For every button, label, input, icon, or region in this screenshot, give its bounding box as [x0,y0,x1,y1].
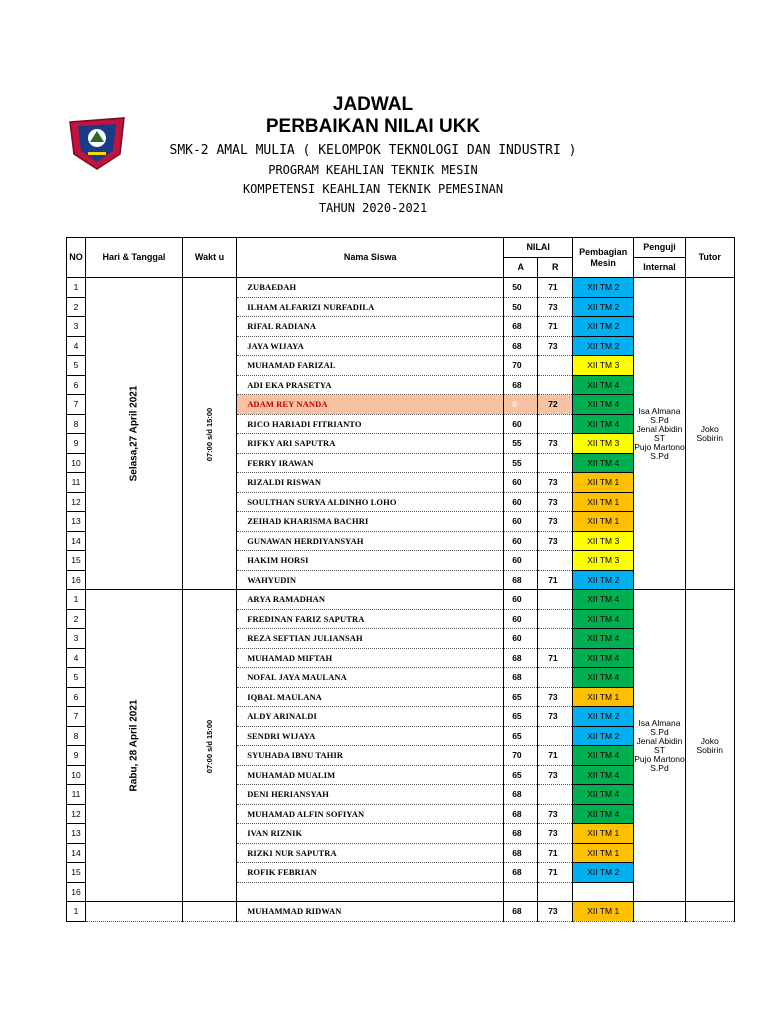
title-perbaikan: PERBAIKAN NILAI UKK [265,116,481,137]
score-a: 68 [504,824,538,844]
row-number: 4 [67,648,86,668]
score-r [538,414,573,434]
machine-class: XII TM 2 [573,707,634,727]
time-cell [182,902,236,922]
student-name: ROFIK FEBRIAN [237,863,504,883]
student-name: RIFKY ARI SAPUTRA [237,434,504,454]
row-number: 2 [67,297,86,317]
row-number: 16 [67,570,86,590]
score-a: 68 [504,317,538,337]
examiner-line: ST [654,432,665,443]
score-r: 73 [538,902,573,922]
machine-class: XII TM 3 [573,551,634,571]
col-penguji: Penguji [634,238,686,258]
score-a: 68 [504,863,538,883]
score-r: 73 [538,687,573,707]
time-label: 07:00 s/d 15:00 [205,719,214,773]
examiner-line: S.Pd [650,762,669,773]
schedule-body [67,278,735,922]
score-r: 73 [538,512,573,532]
student-name: IVAN RIZNIK [237,824,504,844]
score-r [538,609,573,629]
machine-class: XII TM 1 [573,492,634,512]
score-r: 73 [538,707,573,727]
machine-class: XII TM 1 [573,512,634,532]
student-name: ZEIHAD KHARISMA BACHRI [237,512,504,532]
score-a [504,882,538,902]
time-cell [182,278,236,590]
row-number: 5 [67,356,86,376]
machine-class: XII TM 2 [573,336,634,356]
score-a: 60 [504,609,538,629]
col-nama: Nama Siswa [237,238,504,278]
score-a: 68 [504,902,538,922]
score-r: 71 [538,863,573,883]
score-r [538,785,573,805]
machine-class: XII TM 3 [573,356,634,376]
machine-class: XII TM 4 [573,629,634,649]
row-number: 10 [67,453,86,473]
score-r: 71 [538,843,573,863]
machine-class: XII TM 2 [573,297,634,317]
score-r: 71 [538,278,573,298]
day-label: Rabu, 28 April 2021 [128,699,140,792]
examiner-line: S.Pd [650,414,669,425]
row-number: 6 [67,375,86,395]
student-name: SOULTHAN SURYA ALDINHO LOHO [237,492,504,512]
machine-class: XII TM 3 [573,434,634,454]
student-name: RIFAL RADIANA [237,317,504,337]
student-name: ARYA RAMADHAN [237,590,504,610]
student-name: JAYA WIJAYA [237,336,504,356]
score-a: 68 [504,648,538,668]
schedule-table [66,237,735,922]
score-a: 60 [504,590,538,610]
student-name: RICO HARIADI FITRIANTO [237,414,504,434]
student-name: ADAM REY NANDA [237,395,504,415]
machine-class: XII TM 4 [573,765,634,785]
row-number: 11 [67,473,86,493]
examiner-cell [634,278,686,590]
score-r: 73 [538,804,573,824]
examiner-line: ST [654,744,665,755]
machine-class: XII TM 1 [573,902,634,922]
score-r [538,551,573,571]
machine-class: XII TM 4 [573,375,634,395]
row-number: 13 [67,512,86,532]
machine-class [573,882,634,902]
score-r: 73 [538,434,573,454]
student-name: ILHAM ALFARIZI NURFADILA [237,297,504,317]
score-a: 0 [504,395,538,415]
row-number: 11 [67,785,86,805]
tutor-line: Sobirin [696,744,723,755]
student-name: NOFAL JAYA MAULANA [237,668,504,688]
machine-class: XII TM 4 [573,648,634,668]
score-r [538,453,573,473]
machine-class: XII TM 4 [573,668,634,688]
score-a: 50 [504,278,538,298]
score-r: 71 [538,648,573,668]
machine-class: XII TM 4 [573,590,634,610]
col-no: NO [67,238,86,278]
student-name: MUHAMAD FARIZAL [237,356,504,376]
score-a: 65 [504,726,538,746]
score-a: 70 [504,356,538,376]
row-number: 3 [67,629,86,649]
day-cell [86,590,183,902]
score-r: 71 [538,746,573,766]
row-number: 1 [67,902,86,922]
row-number: 13 [67,824,86,844]
row-number: 14 [67,843,86,863]
row-number: 8 [67,726,86,746]
machine-class: XII TM 1 [573,843,634,863]
student-name: MUHAMAD ALFIN SOFIYAN [237,804,504,824]
score-a: 68 [504,843,538,863]
machine-class: XII TM 2 [573,726,634,746]
student-name: ALDY ARINALDI [237,707,504,727]
tutor-cell [685,278,734,590]
student-name: SYUHADA IBNU TAHIR [237,746,504,766]
examiner-line: Pujo Martono [634,753,685,764]
score-a: 60 [504,512,538,532]
machine-class: XII TM 1 [573,824,634,844]
table-row [67,902,735,922]
row-number: 2 [67,609,86,629]
day-label: Selasa,27 April 2021 [128,385,140,482]
table-row [67,278,735,298]
score-a: 55 [504,453,538,473]
row-number: 4 [67,336,86,356]
col-hari: Hari & Tanggal [86,238,183,278]
col-a: A [504,258,538,278]
score-r [538,668,573,688]
student-name: ADI EKA PRASETYA [237,375,504,395]
col-waktu: Wakt u [182,238,236,278]
school-logo [66,114,128,172]
machine-class: XII TM 2 [573,317,634,337]
score-r: 73 [538,824,573,844]
examiner-line: S.Pd [650,726,669,737]
student-name: REZA SEFTIAN JULIANSAH [237,629,504,649]
score-a: 68 [504,336,538,356]
student-name: FERRY IRAWAN [237,453,504,473]
score-a: 60 [504,473,538,493]
score-r [538,375,573,395]
student-name: RIZALDI RISWAN [237,473,504,493]
score-a: 70 [504,746,538,766]
student-name: RIZKI NUR SAPUTRA [237,843,504,863]
row-number: 9 [67,746,86,766]
student-name: WAHYUDIN [237,570,504,590]
school-name: SMK-2 AMAL MULIA ( KELOMPOK TEKNOLOGI DAN INDUSTRI ) [169,143,577,158]
score-r: 72 [538,395,573,415]
examiner-line: Isa Almana [638,717,681,728]
score-a: 68 [504,804,538,824]
student-name: DENI HERIANSYAH [237,785,504,805]
score-a: 68 [504,785,538,805]
score-a: 65 [504,765,538,785]
student-name: MUHAMMAD RIDWAN [237,902,504,922]
row-number: 3 [67,317,86,337]
machine-class: XII TM 4 [573,395,634,415]
tutor-line: Sobirin [696,432,723,443]
score-r: 73 [538,297,573,317]
day-cell [86,278,183,590]
row-number: 15 [67,863,86,883]
machine-class: XII TM 4 [573,453,634,473]
student-name: ZUBAEDAH [237,278,504,298]
student-name [237,882,504,902]
score-r: 73 [538,492,573,512]
time-label: 07:00 s/d 15:00 [205,407,214,461]
examiner-cell [634,902,686,922]
row-number: 6 [67,687,86,707]
col-pembagian: Pembagian Mesin [573,238,634,278]
score-r: 73 [538,473,573,493]
row-number: 16 [67,882,86,902]
table-row [67,590,735,610]
score-r: 73 [538,336,573,356]
machine-class: XII TM 1 [573,473,634,493]
competency-name: KOMPETENSI KEAHLIAN TEKNIK PEMESINAN [242,182,504,196]
tutor-cell [685,590,734,902]
machine-class: XII TM 4 [573,746,634,766]
machine-class: XII TM 1 [573,687,634,707]
machine-class: XII TM 4 [573,609,634,629]
tutor-line: Joko [700,423,719,434]
row-number: 12 [67,804,86,824]
score-r [538,629,573,649]
score-r: 73 [538,531,573,551]
score-a: 50 [504,297,538,317]
row-number: 12 [67,492,86,512]
score-a: 68 [504,668,538,688]
col-r: R [538,258,573,278]
title-jadwal: JADWAL [332,94,414,115]
score-a: 60 [504,492,538,512]
score-r [538,356,573,376]
student-name: MUHAMAD MIFTAH [237,648,504,668]
row-number: 1 [67,278,86,298]
examiner-line: Pujo Martono [634,441,685,452]
examiner-line: Jenal Abidin [636,423,683,434]
row-number: 7 [67,395,86,415]
score-a: 60 [504,531,538,551]
col-tutor: Tutor [685,238,734,278]
col-internal: Internal [634,258,686,278]
examiner-line: Isa Almana [638,405,681,416]
score-r [538,882,573,902]
row-number: 8 [67,414,86,434]
row-number: 9 [67,434,86,454]
student-name: GUNAWAN HERDIYANSYAH [237,531,504,551]
score-a: 60 [504,551,538,571]
score-r: 71 [538,317,573,337]
machine-class: XII TM 4 [573,785,634,805]
score-a: 65 [504,687,538,707]
score-a: 60 [504,414,538,434]
col-nilai: NILAI [504,238,573,258]
tutor-line: Joko [700,735,719,746]
row-number: 5 [67,668,86,688]
machine-class: XII TM 3 [573,531,634,551]
row-number: 14 [67,531,86,551]
row-number: 7 [67,707,86,727]
score-a: 60 [504,629,538,649]
program-name: PROGRAM KEAHLIAN TEKNIK MESIN [268,163,478,177]
machine-class: XII TM 4 [573,414,634,434]
score-a: 68 [504,570,538,590]
machine-class: XII TM 2 [573,863,634,883]
student-name: MUHAMAD MUALIM [237,765,504,785]
row-number: 1 [67,590,86,610]
tutor-cell [685,902,734,922]
score-a: 68 [504,375,538,395]
score-r [538,590,573,610]
student-name: HAKIM HORSI [237,551,504,571]
row-number: 15 [67,551,86,571]
score-a: 65 [504,707,538,727]
examiner-line: S.Pd [650,450,669,461]
machine-class: XII TM 2 [573,570,634,590]
student-name: IQBAL MAULANA [237,687,504,707]
student-name: FREDINAN FARIZ SAPUTRA [237,609,504,629]
student-name: SENDRI WIJAYA [237,726,504,746]
time-cell [182,590,236,902]
row-number: 10 [67,765,86,785]
score-a: 55 [504,434,538,454]
machine-class: XII TM 4 [573,804,634,824]
score-r: 73 [538,765,573,785]
score-r [538,726,573,746]
machine-class: XII TM 2 [573,278,634,298]
score-r: 71 [538,570,573,590]
day-cell [86,902,183,922]
academic-year: TAHUN 2020-2021 [318,201,428,215]
examiner-cell [634,590,686,902]
examiner-line: Jenal Abidin [636,735,683,746]
